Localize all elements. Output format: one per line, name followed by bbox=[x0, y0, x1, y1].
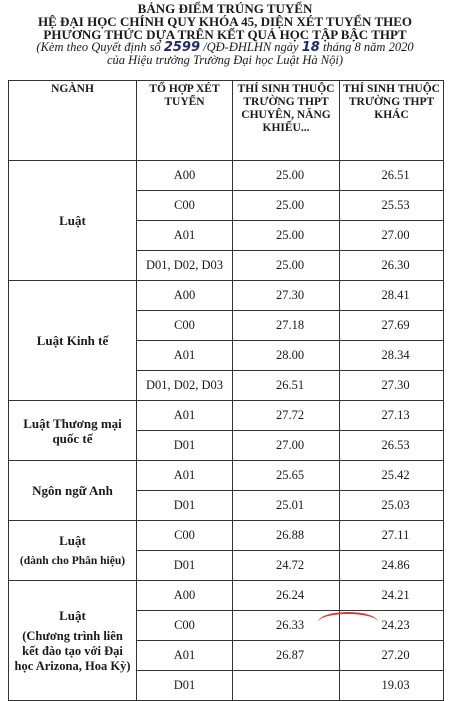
other-cell: 24.86 bbox=[340, 551, 444, 581]
combo-cell: D01 bbox=[137, 431, 233, 461]
combo-cell: D01 bbox=[137, 671, 233, 701]
combo-cell: A00 bbox=[137, 281, 233, 311]
major-subtitle: (Chương trình liên kết đào tạo với Đại học Arizona, Hoa Kỳ) bbox=[14, 628, 131, 673]
document-header bbox=[0, 2, 450, 67]
combo-cell: D01, D02, D03 bbox=[137, 371, 233, 401]
gifted-cell: 26.51 bbox=[233, 371, 340, 401]
other-cell: 28.34 bbox=[340, 341, 444, 371]
gifted-cell: 25.00 bbox=[233, 191, 340, 221]
decision-number: 2599 bbox=[163, 40, 200, 55]
major-name: Ngôn ngữ Anh bbox=[32, 483, 113, 498]
table-header-row bbox=[9, 81, 444, 161]
decision-suffix: tháng 8 năm 2020 bbox=[319, 40, 414, 54]
combo-cell: C00 bbox=[137, 311, 233, 341]
major-cell bbox=[9, 401, 137, 461]
combo-cell: A01 bbox=[137, 401, 233, 431]
gifted-cell: 27.30 bbox=[233, 281, 340, 311]
table-row bbox=[9, 521, 444, 551]
combo-cell: A00 bbox=[137, 581, 233, 611]
other-cell: 27.30 bbox=[340, 371, 444, 401]
table-row bbox=[9, 461, 444, 491]
major-cell bbox=[9, 581, 137, 701]
document-title: BẢNG ĐIỂM TRÚNG TUYỂN bbox=[137, 1, 313, 16]
other-cell: 26.30 bbox=[340, 251, 444, 281]
combo-cell: A01 bbox=[137, 341, 233, 371]
other-cell: 25.42 bbox=[340, 461, 444, 491]
table-row bbox=[9, 581, 444, 611]
gifted-cell: 25.00 bbox=[233, 221, 340, 251]
other-cell: 27.13 bbox=[340, 401, 444, 431]
combo-cell: A01 bbox=[137, 221, 233, 251]
gifted-cell: 25.00 bbox=[233, 161, 340, 191]
major-subtitle: (dành cho Phân hiệu) bbox=[19, 554, 126, 567]
issuer-line: của Hiệu trưởng Trường Đại học Luật Hà Nội) bbox=[106, 53, 343, 67]
table-row bbox=[9, 281, 444, 311]
gifted-cell bbox=[233, 671, 340, 701]
major-cell bbox=[9, 461, 137, 521]
other-cell: 27.00 bbox=[340, 221, 444, 251]
gifted-cell: 26.24 bbox=[233, 581, 340, 611]
table-body bbox=[9, 161, 444, 701]
col-header-combo: TỔ HỢP XÉT TUYỂN bbox=[137, 81, 233, 161]
score-table bbox=[8, 80, 444, 701]
gifted-cell: 28.00 bbox=[233, 341, 340, 371]
other-cell: 27.69 bbox=[340, 311, 444, 341]
red-stamp-edge bbox=[318, 612, 378, 632]
combo-cell: A00 bbox=[137, 161, 233, 191]
decision-mid: /QĐ-ĐHLHN ngày bbox=[200, 40, 302, 54]
gifted-cell: 27.72 bbox=[233, 401, 340, 431]
gifted-cell: 25.00 bbox=[233, 251, 340, 281]
table-row bbox=[9, 401, 444, 431]
other-cell: 28.41 bbox=[340, 281, 444, 311]
combo-cell: C00 bbox=[137, 191, 233, 221]
gifted-cell: 25.65 bbox=[233, 461, 340, 491]
other-cell: 27.11 bbox=[340, 521, 444, 551]
major-name: Luật Kinh tế bbox=[36, 333, 109, 348]
other-cell: 24.21 bbox=[340, 581, 444, 611]
gifted-cell: 26.87 bbox=[233, 641, 340, 671]
other-cell: 19.03 bbox=[340, 671, 444, 701]
gifted-cell: 24.72 bbox=[233, 551, 340, 581]
gifted-cell: 26.33 bbox=[233, 611, 340, 641]
col-header-gifted: THÍ SINH THUỘC TRƯỜNG THPT CHUYÊN, NĂNG KHIẾU... bbox=[233, 81, 340, 161]
combo-cell: A01 bbox=[137, 641, 233, 671]
other-cell: 26.53 bbox=[340, 431, 444, 461]
col-header-major: NGÀNH bbox=[9, 81, 137, 161]
combo-cell: C00 bbox=[137, 611, 233, 641]
decision-prefix: (Kèm theo Quyết định số bbox=[36, 40, 164, 54]
combo-cell: D01 bbox=[137, 551, 233, 581]
major-name: Luật bbox=[59, 607, 86, 623]
other-cell: 25.53 bbox=[340, 191, 444, 221]
combo-cell: C00 bbox=[137, 521, 233, 551]
gifted-cell: 27.00 bbox=[233, 431, 340, 461]
major-name: Luật bbox=[59, 213, 86, 228]
decision-day: 18 bbox=[301, 40, 320, 55]
col-header-other: THÍ SINH THUỘC TRƯỜNG THPT KHÁC bbox=[340, 81, 444, 161]
title-line-3: PHƯƠNG THỨC DỰA TRÊN KẾT QUẢ HỌC TẬP BẬC THPT bbox=[43, 27, 407, 42]
gifted-cell: 27.18 bbox=[233, 311, 340, 341]
combo-cell: D01, D02, D03 bbox=[137, 251, 233, 281]
other-cell: 25.03 bbox=[340, 491, 444, 521]
major-cell bbox=[9, 281, 137, 401]
other-cell: 24.23 bbox=[340, 611, 444, 641]
gifted-cell: 25.01 bbox=[233, 491, 340, 521]
gifted-cell: 26.88 bbox=[233, 521, 340, 551]
combo-cell: A01 bbox=[137, 461, 233, 491]
other-cell: 26.51 bbox=[340, 161, 444, 191]
other-cell: 27.20 bbox=[340, 641, 444, 671]
combo-cell: D01 bbox=[137, 491, 233, 521]
title-line-2: HỆ ĐẠI HỌC CHÍNH QUY KHÓA 45, DIỆN XÉT TUYỂN THEO bbox=[37, 14, 413, 29]
major-cell bbox=[9, 161, 137, 281]
major-name: Luật Thương mại quốc tế bbox=[23, 415, 122, 446]
major-cell bbox=[9, 521, 137, 581]
table-row bbox=[9, 161, 444, 191]
major-name: Luật bbox=[59, 532, 86, 548]
